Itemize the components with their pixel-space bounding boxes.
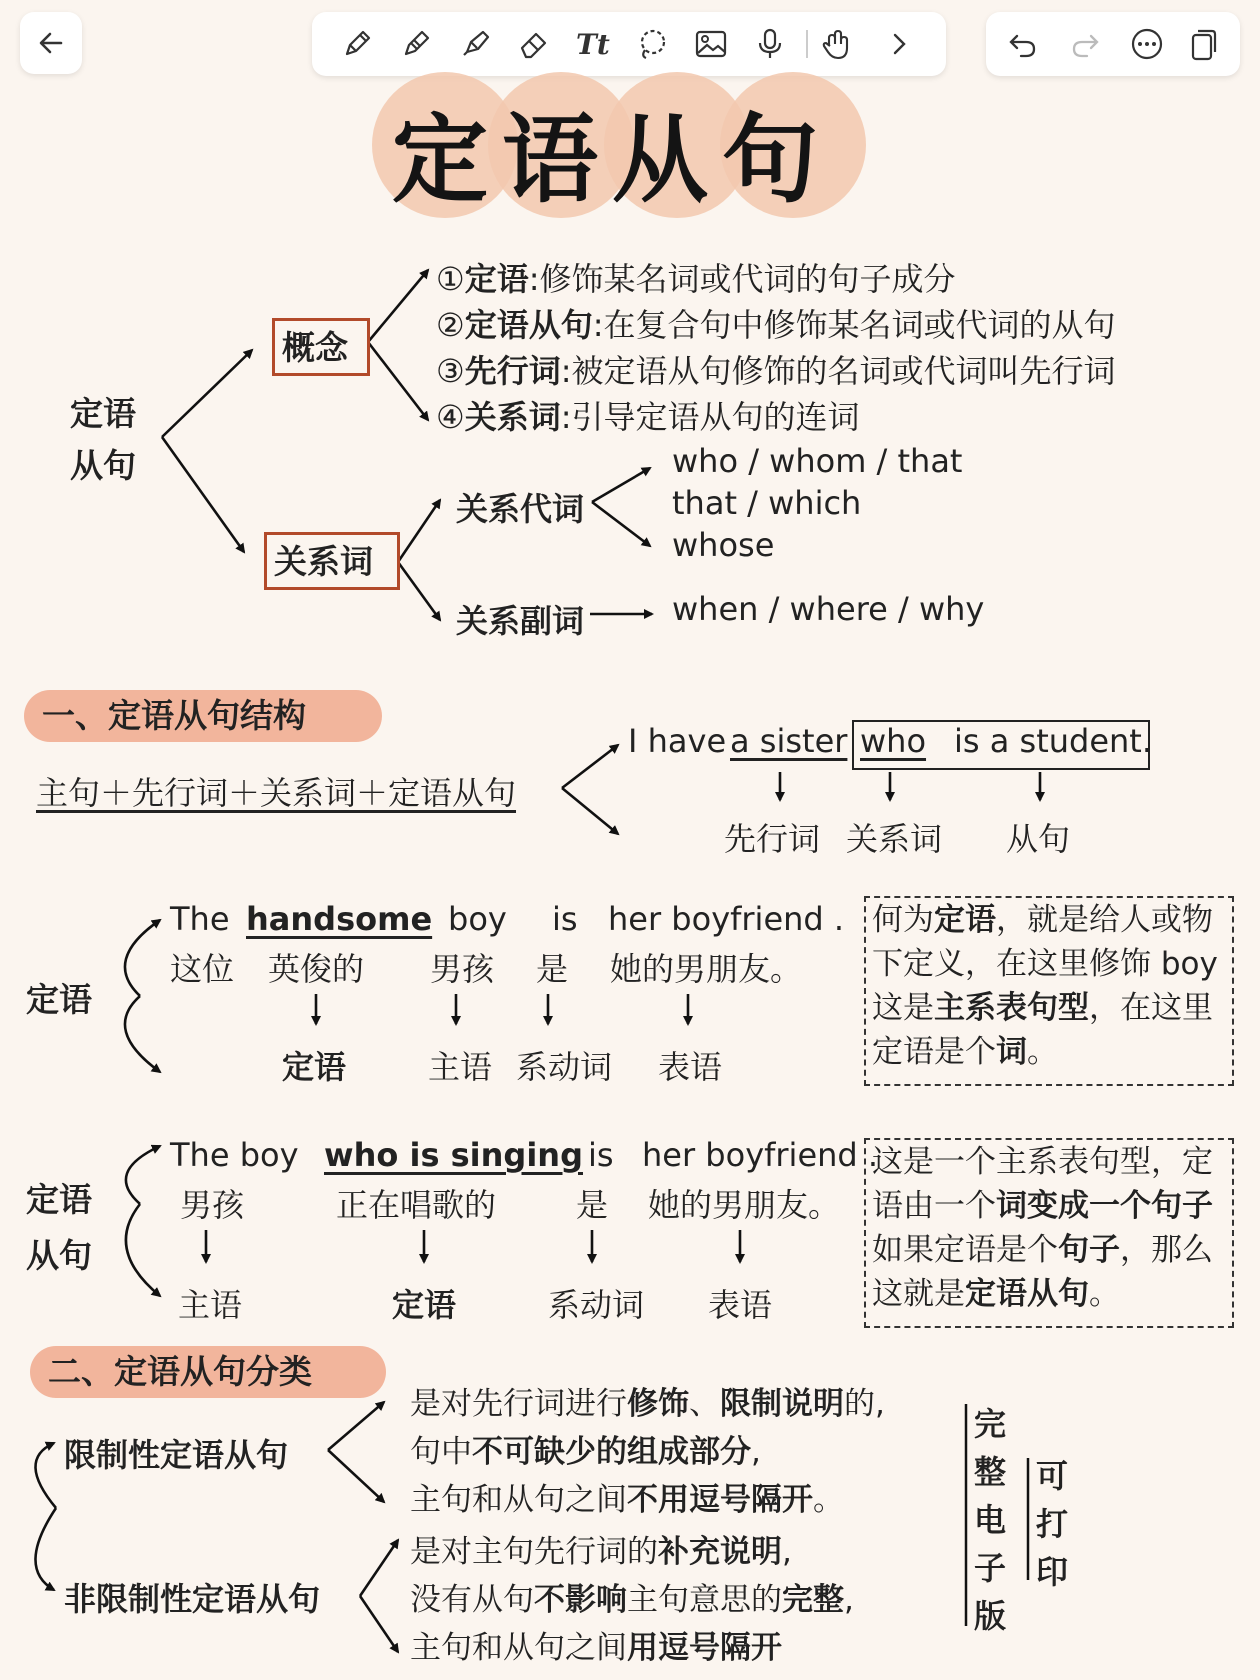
clause-note-text: 如果定语是个 [872, 1232, 1058, 1268]
restrictive-desc-line [410, 1476, 885, 1524]
example-antecedent: a sister [730, 722, 848, 760]
clause-role-linking-verb: 系动词 [548, 1286, 645, 1324]
attribute-note-text: 下定义，在这里修饰 boy [872, 946, 1218, 982]
nonrestrictive-desc-emphasis: 用逗号隔开 [627, 1630, 782, 1666]
nonrestrictive-desc-text: 主句和从句之间 [410, 1630, 627, 1666]
attribute-note-text: 。 [1027, 1034, 1058, 1070]
clause-role-subject: 主语 [178, 1286, 243, 1324]
nonrestrictive-desc-emphasis: 不影响 [534, 1582, 627, 1618]
concept-item-term: 先行词 [464, 352, 561, 390]
clause-note-emphasis: 定语从句 [965, 1276, 1089, 1312]
nonrestrictive-description [410, 1528, 854, 1672]
concept-item-number: ③ [436, 352, 465, 390]
attr-en-boyfriend: her boyfriend . [608, 900, 845, 938]
restrictive-desc-text: , [751, 1434, 761, 1470]
nonrestrictive-desc-emphasis: 完整 [782, 1582, 844, 1618]
attr-role-predicative: 表语 [658, 1048, 723, 1086]
restrictive-desc-text: 是对先行词进行 [410, 1386, 627, 1422]
restrictive-desc-text: 句中 [410, 1434, 472, 1470]
attr-zh-boyfriend: 她的男朋友。 [610, 950, 803, 988]
attr-role-attribute: 定语 [282, 1048, 347, 1086]
label-relative-word: 关系词 [846, 820, 943, 858]
attr-role-linking-verb: 系动词 [516, 1048, 613, 1086]
nonrestrictive-desc-text: 是对主句先行词的 [410, 1534, 658, 1570]
attribute-note-emphasis: 词 [996, 1034, 1027, 1070]
restrictive-desc-text: 主句和从句之间 [410, 1482, 627, 1518]
clause-zh-singing: 正在唱歌的 [336, 1186, 497, 1224]
attr-zh-is: 是 [536, 950, 569, 988]
concept-item-number: ④ [436, 398, 465, 436]
label-antecedent: 先行词 [724, 820, 821, 858]
full-version-side-label: 完整电子版 [974, 1405, 1007, 1635]
nonrestrictive-desc-line [410, 1624, 854, 1672]
attr-role-subject: 主语 [428, 1048, 493, 1086]
pronoun-words-1: who / whom / that [672, 442, 963, 480]
clause-note-text: 语由一个 [872, 1188, 996, 1224]
attribute-note-line [872, 1030, 1218, 1074]
concept-item [436, 300, 1116, 346]
restrictive-clause-label: 限制性定语从句 [64, 1436, 289, 1474]
example-relative-word: who [860, 722, 927, 760]
svg-text:Tt: Tt [576, 28, 610, 61]
label-clause: 从句 [1006, 820, 1071, 858]
pronoun-words-3: whose [672, 526, 775, 564]
nonrestrictive-desc-line [410, 1528, 854, 1576]
clause-en-boyfriend: her boyfriend . [642, 1136, 879, 1174]
restrictive-desc-text: 的, [844, 1386, 885, 1422]
attribute-note-text: 这是 [872, 990, 934, 1026]
attr-en-the: The [170, 900, 230, 938]
attribute-label: 定语 [26, 980, 92, 1019]
restrictive-desc-line [410, 1428, 885, 1476]
attr-zh-handsome: 英俊的 [268, 950, 365, 988]
restrictive-desc-emphasis: 不用逗号隔开 [627, 1482, 813, 1518]
relation-word-label: 关系词 [274, 542, 373, 581]
clause-role-attribute: 定语 [392, 1286, 457, 1324]
nonrestrictive-desc-emphasis: 补充说明 [658, 1534, 782, 1570]
clause-note-line [872, 1184, 1213, 1228]
restrictive-desc-text: 、 [689, 1386, 720, 1422]
concept-item-number: ① [436, 260, 465, 298]
attr-zh-this: 这位 [170, 950, 235, 988]
concept-item-term: 定语从句 [464, 306, 593, 344]
attribute-note-text: 定语是个 [872, 1034, 996, 1070]
clause-note-text: 这就是 [872, 1276, 965, 1312]
example-i-have: I have [628, 722, 727, 760]
clause-role-predicative: 表语 [708, 1286, 773, 1324]
concept-item [436, 346, 1116, 392]
clause-note-text: ，那么 [1120, 1232, 1213, 1268]
nonrestrictive-desc-text: , [844, 1582, 854, 1618]
section2-header: 二、定语从句分类 [30, 1346, 386, 1398]
attribute-note [872, 898, 1218, 1074]
clause-note-emphasis: 句子 [1058, 1232, 1120, 1268]
concept-item [436, 254, 956, 300]
restrictive-description [410, 1380, 885, 1524]
map-root: 定语 从句 [70, 394, 136, 485]
structure-formula: 主句＋先行词＋关系词＋定语从句 [36, 774, 517, 812]
clause-note-line [872, 1272, 1213, 1316]
restrictive-desc-emphasis: 不可缺少的组成部分 [472, 1434, 751, 1470]
restrictive-desc-line [410, 1380, 885, 1428]
attr-en-boy: boy [448, 900, 507, 938]
clause-note-text: 。 [1089, 1276, 1120, 1312]
attribute-note-text: ，就是给人或物 [996, 902, 1213, 938]
pronoun-words-2: that / which [672, 484, 862, 522]
nonrestrictive-clause-label: 非限制性定语从句 [64, 1580, 321, 1618]
concept-item-term: 关系词 [464, 398, 561, 436]
attr-zh-boy: 男孩 [430, 950, 495, 988]
clause-zh-boy: 男孩 [180, 1186, 245, 1224]
restrictive-desc-emphasis: 修饰 [627, 1386, 689, 1422]
attr-en-handsome: handsome [246, 900, 433, 938]
attribute-note-emphasis: 定语 [934, 902, 996, 938]
concept-item-definition: :在复合句中修饰某名词或代词的从句 [592, 306, 1116, 344]
clause-note-text: 这是一个主系表句型，定 [872, 1144, 1213, 1180]
adverb-words: when / where / why [672, 590, 985, 628]
section1-header: 一、定语从句结构 [24, 690, 382, 742]
attribute-note-line [872, 986, 1218, 1030]
clause-note-emphasis: 词变成一个句子 [996, 1188, 1213, 1224]
attribute-note-emphasis: 主系表句型 [934, 990, 1089, 1026]
attr-en-is: is [552, 900, 578, 938]
attribute-note-line [872, 898, 1218, 942]
relative-pronoun-label: 关系代词 [456, 490, 585, 528]
clause-note-line [872, 1228, 1213, 1272]
clause-en-who-is-singing: who is singing [324, 1136, 583, 1174]
restrictive-desc-emphasis: 限制说明 [720, 1386, 844, 1422]
concept-item-term: 定语 [464, 260, 529, 298]
concept-item-definition: :引导定语从句的连词 [560, 398, 860, 436]
clause-label: 定语 从句 [26, 1180, 92, 1275]
clause-note [872, 1140, 1213, 1316]
nonrestrictive-desc-text: 主句意思的 [627, 1582, 782, 1618]
page-title: 定语从句 [392, 103, 832, 216]
restrictive-desc-text: 。 [813, 1482, 844, 1518]
example-clause-rest: is a student. [954, 722, 1153, 760]
clause-note-line [872, 1140, 1213, 1184]
clause-zh-boyfriend: 她的男朋友。 [648, 1186, 841, 1224]
printable-side-label: 可打印 [1036, 1457, 1069, 1591]
clause-en-is: is [588, 1136, 614, 1174]
concept-item-number: ② [436, 306, 465, 344]
concept-item-definition: :修饰某名词或代词的句子成分 [528, 260, 956, 298]
clause-en-the-boy: The boy [170, 1136, 299, 1174]
nonrestrictive-desc-line [410, 1576, 854, 1624]
attribute-note-text: ，在这里 [1089, 990, 1213, 1026]
attribute-note-text: 何为 [872, 902, 934, 938]
relative-adverb-label: 关系副词 [456, 602, 585, 640]
concept-item [436, 392, 860, 438]
concept-label: 概念 [282, 328, 348, 367]
concept-item-definition: :被定语从句修饰的名词或代词叫先行词 [560, 352, 1116, 390]
clause-zh-is: 是 [576, 1186, 609, 1224]
nonrestrictive-desc-text: , [782, 1534, 792, 1570]
attribute-note-line [872, 942, 1218, 986]
nonrestrictive-desc-text: 没有从句 [410, 1582, 534, 1618]
